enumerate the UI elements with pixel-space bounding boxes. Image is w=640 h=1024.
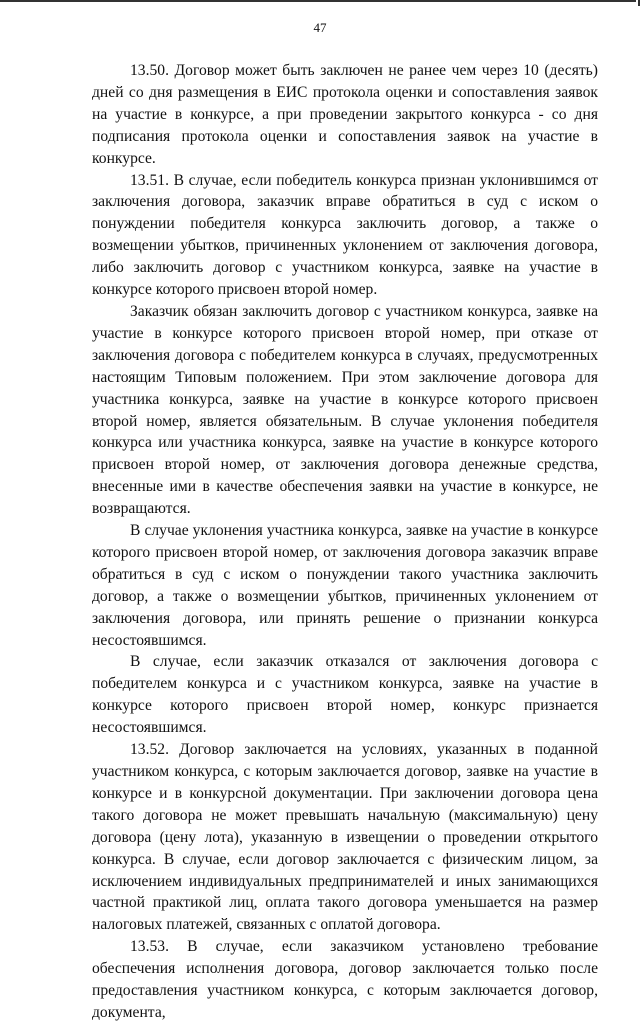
paragraph-customer-obligation: Заказчик обязан заключить договор с участником конкурса, заявке на участие в конкурсе которого присвоен второй номер, при отказе от заключения договора с победителем конкурса в случаях, предусмотренных настоящим Типовым положением. При этом заключение договора для участника конкурса, заявке на участие в конкурсе которого присвоен второй номер, является обязательным. В случае уклонения победителя конкурса или участника конкурса, заявке на участие в конкурсе которого присвоен второй номер, от заключения договора денежные средства, внесенные ими в качестве обеспечения заявки на участие в конкурсе, не возвращаются. bbox=[92, 302, 598, 518]
scan-border-top bbox=[0, 0, 636, 2]
page-number: 47 bbox=[313, 20, 327, 35]
document-body bbox=[92, 60, 598, 1024]
paragraph-13-50: 13.50. Договор может быть заключен не ранее чем через 10 (десять) дней со дня размещения в ЕИС протокола оценки и сопоставления заявок на участие в конкурсе, а при проведении закрытого конкурса - со дня подписания протокола оценки и сопоставления заявок на участие в конкурсе. bbox=[92, 62, 598, 167]
paragraph-13-52: 13.52. Договор заключается на условиях, указанных в поданной участником конкурса, с которым заключается договор, заявке на участие в конкурсе и в конкурсной документации. При заключении договора цена такого договора не может превышать начальную (максимальную) цену договора (цену лота), указанную в извещении о проведении открытого конкурса. В случае, если договор заключается с физическим лицом, за исключением индивидуальных предпринимателей и иных занимающихся частной практикой лиц, оплата такого договора уменьшается на размер налоговых платежей, связанных с оплатой договора. bbox=[92, 741, 598, 934]
paragraph-second-participant-evasion: В случае уклонения участника конкурса, заявке на участие в конкурсе которого присвоен второй номер, от заключения договора заказчик вправе обратиться в суд с иском о понуждении такого участника заключить договор, а также о возмещении убытков, причиненных уклонением от заключения договора, или принять решение о признании конкурса несостоявшимся. bbox=[92, 522, 598, 649]
paragraph-13-53: 13.53. В случае, если заказчиком установлено требование обеспечения исполнения договора, договор заключается только после предоставления участником конкурса, с которым заключается договор, документа, bbox=[92, 938, 598, 1021]
paragraph-13-51: 13.51. В случае, если победитель конкурса признан уклонившимся от заключения договора, заказчик вправе обратиться в суд с иском о понуждении победителя конкурса заключить договор, а также о возмещении убытков, причиненных уклонением от заключения договора, либо заключить договор с участником конкурса, заявке на участие в конкурсе которого присвоен второй номер. bbox=[92, 171, 598, 299]
paragraph-contest-failed: В случае, если заказчик отказался от заключения договора с победителем конкурса и с участником конкурса, заявке на участие в конкурсе которого присвоен второй номер, конкурс признается несостоявшимся. bbox=[92, 653, 598, 737]
